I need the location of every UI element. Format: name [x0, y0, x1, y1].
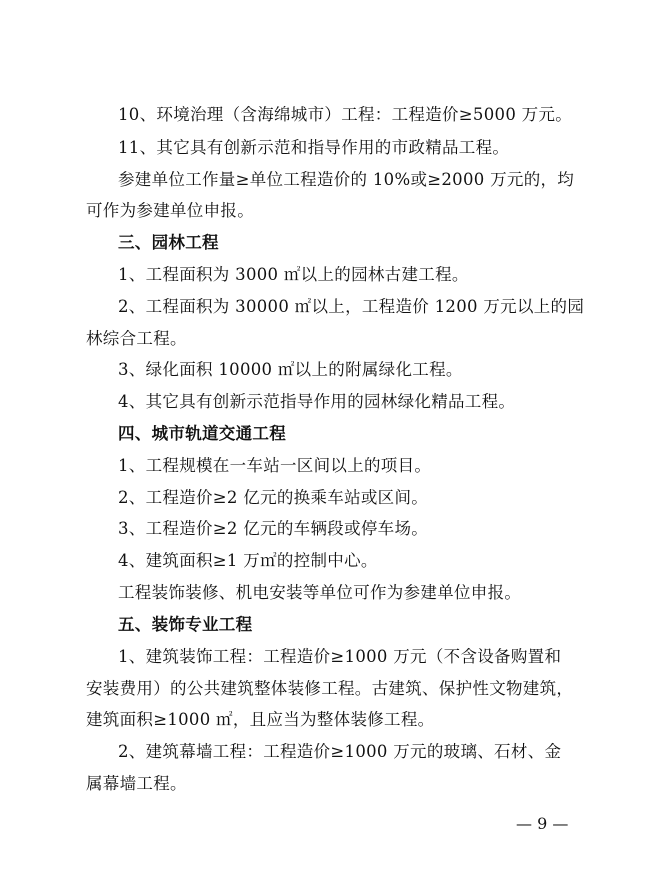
text-line: 1、工程面积为 3000 ㎡以上的园林古建工程。 [118, 265, 469, 284]
text-line: 4、建筑面积≥1 万㎡的控制中心。 [118, 551, 378, 570]
text-line: 可作为参建单位申报。 [86, 201, 254, 220]
text-line: 1、建筑装饰工程：工程造价≥1000 万元（不含设备购置和 [118, 647, 562, 666]
text-line: 3、工程造价≥2 亿元的车辆段或停车场。 [118, 519, 429, 538]
text-line: 2、建筑幕墙工程：工程造价≥1000 万元的玻璃、石材、金 [118, 742, 562, 761]
page-number: — 9 — [516, 814, 569, 833]
text-line: 建筑面积≥1000 ㎡，且应当为整体装修工程。 [86, 710, 435, 729]
text-line: 10、环境治理（含海绵城市）工程：工程造价≥5000 万元。 [118, 105, 573, 124]
text-line: 林综合工程。 [86, 329, 187, 348]
text-line: 安装费用）的公共建筑整体装修工程。古建筑、保护性文物建筑， [86, 679, 574, 698]
text-line: 2、工程造价≥2 亿元的换乘车站或区间。 [118, 488, 429, 507]
section-heading: 五、装饰专业工程 [118, 615, 253, 634]
text-line: 属幕墙工程。 [86, 774, 187, 793]
section-heading: 三、园林工程 [118, 233, 219, 252]
text-line: 11、其它具有创新示范和指导作用的市政精品工程。 [118, 138, 510, 157]
text-line: 3、绿化面积 10000 ㎡以上的附属绿化工程。 [118, 360, 463, 379]
text-line: 1、工程规模在一车站一区间以上的项目。 [118, 456, 432, 475]
text-line: 参建单位工作量≥单位工程造价的 10%或≥2000 万元的，均 [118, 170, 575, 189]
text-line: 4、其它具有创新示范指导作用的园林绿化精品工程。 [118, 392, 516, 411]
section-heading: 四、城市轨道交通工程 [118, 424, 286, 443]
text-line: 2、工程面积为 30000 ㎡以上，工程造价 1200 万元以上的园 [118, 297, 585, 316]
text-line: 工程装饰装修、机电安装等单位可作为参建单位申报。 [118, 583, 522, 602]
